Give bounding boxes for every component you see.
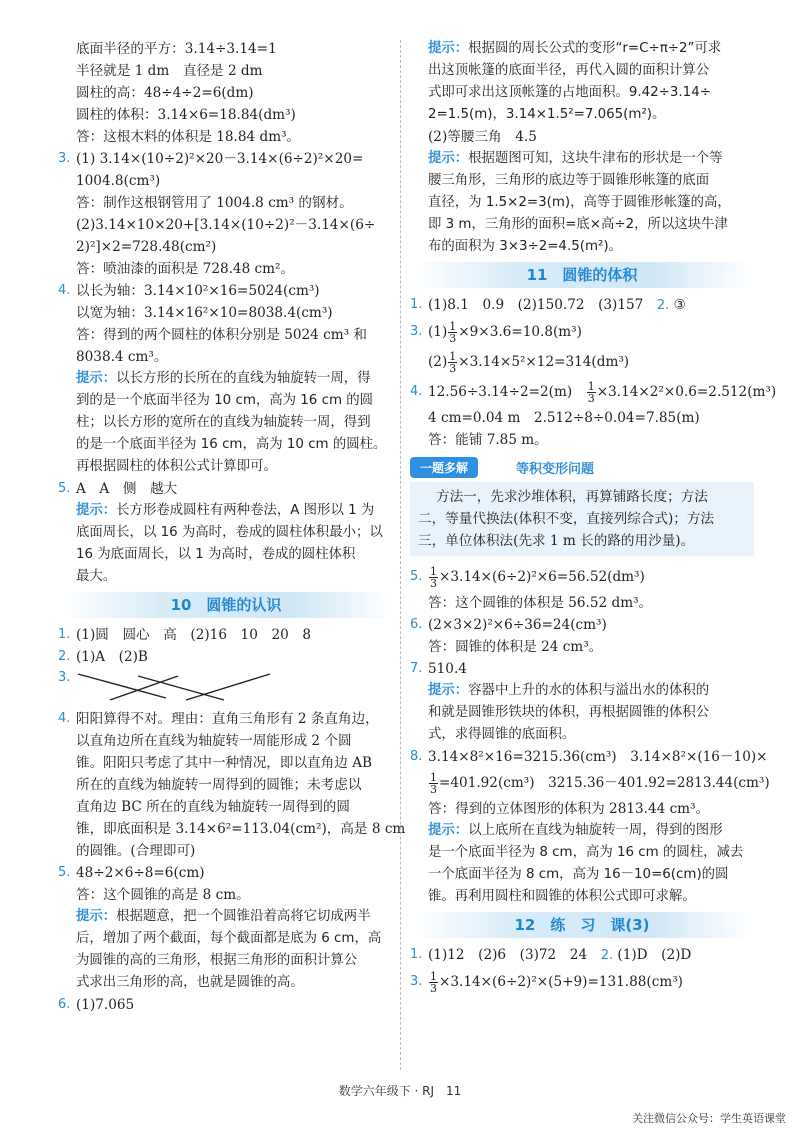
text-line: 底面半径的平方：3.14÷3.14=1 xyxy=(76,41,277,57)
question-number: 5. xyxy=(410,569,423,584)
hint-text: 2=1.5(m)，3.14×1.5²=7.065(m²)。 xyxy=(428,107,666,122)
fraction-numerator: 1 xyxy=(449,350,457,363)
question-number: 4. xyxy=(58,711,71,726)
text-line: (1)A (2)B xyxy=(76,649,148,665)
hint-text: 到的是一个底面半径为 10 cm，高为 16 cm 的圆 xyxy=(76,393,374,408)
hint-text: 根据圆的周长公式的变形“r=C÷π÷2”可求 xyxy=(468,41,722,56)
question-3 xyxy=(58,148,394,170)
text-line: 510.4 xyxy=(428,661,467,677)
text-line: 三，单位体积法(先求 1 m 长的路的用沙量)。 xyxy=(418,533,695,549)
hint-text: 根据题图可知，这块牛津布的形状是一个等 xyxy=(468,151,723,166)
question-number: 6. xyxy=(58,997,71,1012)
text-line: 2)²]×2=728.48(cm²) xyxy=(76,239,217,255)
hint-block xyxy=(58,368,394,390)
hint-block xyxy=(58,906,394,928)
hint-text: 式求出三角形的高，也就是圆锥的高。 xyxy=(76,975,304,990)
fraction-numerator: 1 xyxy=(449,320,457,333)
question-number: 5. xyxy=(58,481,71,496)
right-column xyxy=(410,38,777,997)
question-3 xyxy=(410,967,754,997)
text-line: (1)8.1 0.9 (2)150.72 (3)157 xyxy=(428,297,644,313)
question-number: 1. xyxy=(410,947,423,962)
answer-line: 答：得到的两个圆柱的体积分别是 5024 cm³ 和 xyxy=(76,327,368,343)
hint-text: 以上底所在直线为轴旋转一周，得到的图形 xyxy=(468,823,723,838)
fraction-denominator: 3 xyxy=(449,362,457,375)
answer-line: 答：这个圆锥的体积是 56.52 dm³。 xyxy=(428,595,653,611)
question-number: 5. xyxy=(58,865,71,880)
text-line: 以直角边所在直线为轴旋转一周能形成 2 个圆 xyxy=(76,733,352,749)
question-3 xyxy=(410,317,754,347)
question-4 xyxy=(58,708,394,730)
text-line: (2)等腰三角 4.5 xyxy=(428,129,537,145)
answer-line: 答：圆锥的体积是 24 cm³。 xyxy=(428,639,603,655)
hint-text: 根据题意，把一个圆锥沿着高将它切成两半 xyxy=(116,909,371,924)
text-line: 锥，即底面积是 3.14×6²=113.04(cm²)，高是 8 cm xyxy=(76,821,406,837)
section-heading-11: 11 圆锥的体积 xyxy=(410,262,754,288)
question-number: 3. xyxy=(58,151,71,166)
text-line: 所在的直线为轴旋转一周得到的圆锥；未考虑以 xyxy=(76,777,362,793)
question-6 xyxy=(58,994,394,1016)
question-3-matching xyxy=(58,668,394,708)
question-number: 2. xyxy=(656,298,670,313)
text-line: 圆柱的高：48÷4÷2=6(dm) xyxy=(76,85,254,101)
fraction-denominator: 3 xyxy=(587,392,595,405)
question-5 xyxy=(58,862,394,884)
fraction-numerator: 1 xyxy=(430,970,437,983)
text-line: 锥。阳阳只考虑了其中一种情况，即以直角边 AB xyxy=(76,755,373,771)
hint-block xyxy=(410,148,754,170)
hint-label: 提示： xyxy=(76,503,117,518)
question-6 xyxy=(410,614,754,636)
hint-text: 再根据圆柱的体积公式计算即可。 xyxy=(76,459,277,474)
fraction-denominator: 3 xyxy=(449,332,457,345)
hint-label: 提示： xyxy=(76,371,117,386)
fraction-one-third xyxy=(429,566,438,589)
answer-line: 答：能铺 7.85 m。 xyxy=(428,432,548,448)
hint-label: 提示： xyxy=(428,41,469,56)
question-1 xyxy=(410,944,754,967)
text-line: (2×3×2)²×6÷36=24(cm³) xyxy=(428,617,607,633)
answer-line: 答：喷油漆的面积是 728.48 cm²。 xyxy=(76,261,295,277)
text-line: ×3.14×(6÷2)²×(5+9)=131.88(cm³) xyxy=(439,974,683,990)
answer-line: 答：得到的立体图形的体积为 2813.44 cm³。 xyxy=(428,801,710,817)
fraction-numerator: 1 xyxy=(587,380,595,393)
hint-text: 即 3 m，三角形的面积=底×高÷2，所以这块牛津 xyxy=(428,217,728,232)
question-4 xyxy=(410,377,777,407)
hint-block xyxy=(410,38,754,60)
hint-block xyxy=(410,820,754,842)
hint-text: 是一个底面半径为 8 cm，高为 16 cm 的圆柱，减去 xyxy=(428,845,744,860)
text-line: ×9×3.6=10.8(m³) xyxy=(458,324,582,340)
question-7 xyxy=(410,658,754,680)
fraction-denominator: 3 xyxy=(430,783,437,796)
question-number: 6. xyxy=(410,617,423,632)
answer-line: 答：这根木料的体积是 18.84 dm³。 xyxy=(76,129,301,145)
hint-text: 底面周长，以 16 为高时，卷成的圆柱体积最小；以 xyxy=(76,525,383,540)
hint-text: 柱；以长方形的宽所在的直线为轴旋转一周，得到 xyxy=(76,415,371,430)
text-line: 圆柱的体积：3.14×6=18.84(dm³) xyxy=(76,107,296,123)
text-line: 直角边 BC 所在的直线为轴旋转一周得到的圆 xyxy=(76,799,350,815)
multi-solution-title: 等积变形问题 xyxy=(516,462,595,477)
text-line: ×3.14×2²×0.6=2.512(m³) xyxy=(596,384,777,400)
question-5 xyxy=(410,562,754,592)
question-number: 2. xyxy=(600,948,614,963)
section-heading-12: 12 练 习 课(3) xyxy=(410,912,754,938)
question-5 xyxy=(58,478,394,500)
text-line: (1)圆 圆心 高 (2)16 10 20 8 xyxy=(76,627,311,643)
hint-text: 式即可求出这顶帐篷的占地面积。9.42÷3.14÷ xyxy=(428,85,711,100)
text-line: 以长为轴：3.14×10²×16=5024(cm³) xyxy=(76,283,320,299)
text-line: ×3.14×(6÷2)²×6=56.52(dm³) xyxy=(439,569,645,585)
question-number: 4. xyxy=(410,384,423,399)
question-4 xyxy=(58,280,394,302)
question-2 xyxy=(58,646,394,668)
corner-watermark: 关注微信公众号：学生英语课堂 xyxy=(632,1112,786,1125)
text-line: 阳阳算得不对。理由：直角三角形有 2 条直角边， xyxy=(76,711,379,727)
hint-text: 一个底面半径为 8 cm，高为 16－10=6(cm)的圆 xyxy=(428,867,729,882)
hint-text: 的是一个底面半径为 16 cm，高为 10 cm 的圆柱。 xyxy=(76,437,387,452)
multi-solution-box xyxy=(410,482,754,556)
question-number: 2. xyxy=(58,649,71,664)
answer-line: 答：制作这根钢管用了 1004.8 cm³ 的钢材。 xyxy=(76,195,353,211)
fraction-denominator: 3 xyxy=(430,982,437,995)
question-1 xyxy=(58,624,394,646)
question-1 xyxy=(410,294,754,317)
hint-label: 提示： xyxy=(76,909,117,924)
hint-text: 和就是圆锥形铁块的体积，再根据圆锥的体积公 xyxy=(428,705,710,720)
text-line: ×3.14×5²×12=314(dm³) xyxy=(458,354,630,370)
text-line: (1)12 (2)6 (3)72 24 xyxy=(428,947,588,963)
question-number: 4. xyxy=(58,283,71,298)
text-line: 的圆锥。(合理即可) xyxy=(76,843,196,859)
question-number: 3. xyxy=(410,974,423,989)
text-line xyxy=(410,347,754,377)
hint-text: 容器中上升的水的体积与溢出水的体积的 xyxy=(468,683,710,698)
text-line: 半径就是 1 dm 直径是 2 dm xyxy=(76,63,263,79)
page-footer: 数学六年级下 · RJ 11 xyxy=(338,1084,462,1098)
text-line: (1) xyxy=(428,324,448,340)
text-line: 以宽为轴：3.14×16²×10=8038.4(cm³) xyxy=(76,305,333,321)
text-line: (2) xyxy=(428,354,448,370)
hint-label: 提示： xyxy=(428,151,469,166)
hint-text: 出这顶帐篷的底面半径，再代入圆的面积计算公 xyxy=(428,63,710,78)
fraction-denominator: 3 xyxy=(430,577,437,590)
hint-block xyxy=(58,500,394,522)
text-line: 12.56÷3.14÷2=2(m) xyxy=(428,384,573,400)
section-heading-10: 10 圆锥的认识 xyxy=(58,592,394,618)
fraction-one-third xyxy=(448,321,457,344)
matching-lines-diagram xyxy=(74,668,274,708)
text-line: (1) 3.14×(10÷2)²×20－3.14×(6÷2)²×20= xyxy=(76,151,364,167)
hint-text: 以长方形的长所在的直线为轴旋转一周，得 xyxy=(116,371,371,386)
hint-text: 16 为底面周长，以 1 为高时，卷成的圆柱体积 xyxy=(76,547,356,562)
hint-text: 为圆锥的高的三角形，根据三角形的面积计算公 xyxy=(76,953,358,968)
fraction-one-third xyxy=(429,971,438,994)
column-divider xyxy=(400,40,401,1070)
text-line: (1)7.065 xyxy=(76,997,135,1013)
hint-text: 锥。再利用圆柱和圆锥的体积公式即可求解。 xyxy=(428,889,696,904)
question-8 xyxy=(410,746,768,768)
text-line: 4 cm=0.04 m 2.512÷8÷0.04=7.85(m) xyxy=(428,410,700,426)
fraction-one-third xyxy=(587,381,596,404)
hint-text: 最大。 xyxy=(76,569,117,584)
answer-line: 答：这个圆锥的高是 8 cm。 xyxy=(76,887,250,903)
text-line: ③ xyxy=(673,297,686,313)
fraction-one-third xyxy=(429,772,438,795)
text-line: 8038.4 cm³。 xyxy=(76,349,168,365)
left-column xyxy=(58,38,406,1016)
multi-solution-badge: 一题多解 xyxy=(410,457,478,478)
multi-solution-header xyxy=(410,457,754,478)
text-line: (1)D (2)D xyxy=(617,947,692,963)
text-line: =401.92(cm³) 3215.36－401.92=2813.44(cm³) xyxy=(439,775,770,791)
text-line: A A 侧 越大 xyxy=(76,481,178,497)
hint-text: 腰三角形，三角形的底边等于圆锥形帐篷的底面 xyxy=(428,173,710,188)
text-line xyxy=(410,768,770,798)
question-number: 3. xyxy=(410,324,423,339)
question-number: 1. xyxy=(410,297,423,312)
fraction-numerator: 1 xyxy=(430,771,437,784)
question-number: 7. xyxy=(410,661,423,676)
question-number: 3. xyxy=(58,670,71,685)
text-line: 3.14×8²×16=3215.36(cm³) 3.14×8²×(16－10)× xyxy=(428,749,768,765)
hint-text: 长方形卷成圆柱有两种卷法，A 图形以 1 为 xyxy=(116,503,375,518)
question-number: 1. xyxy=(58,627,71,642)
question-number: 8. xyxy=(410,749,423,764)
text-line: 二，等量代换法(体积不变，直接列综合式)；方法 xyxy=(418,511,715,527)
hint-block xyxy=(410,680,754,702)
fraction-one-third xyxy=(448,351,457,374)
hint-text: 直径，为 1.5×2=3(m)，高等于圆锥形帐篷的高， xyxy=(428,195,731,210)
hint-label: 提示： xyxy=(428,683,469,698)
text-line: (2)3.14×10×20+[3.14×(10÷2)²－3.14×(6÷ xyxy=(76,217,376,233)
hint-text: 式，求得圆锥的底面积。 xyxy=(428,727,576,742)
hint-label: 提示： xyxy=(428,823,469,838)
text-line: 48÷2×6÷8=6(cm) xyxy=(76,865,205,881)
fraction-numerator: 1 xyxy=(430,565,437,578)
hint-text: 布的面积为 3×3÷2=4.5(m²)。 xyxy=(428,239,622,254)
text-line: 1004.8(cm³) xyxy=(76,173,161,189)
hint-text: 后，增加了两个截面，每个截面都是底为 6 cm，高 xyxy=(76,931,382,946)
text-line: 方法一，先求沙堆体积，再算铺路长度；方法 xyxy=(436,489,708,505)
